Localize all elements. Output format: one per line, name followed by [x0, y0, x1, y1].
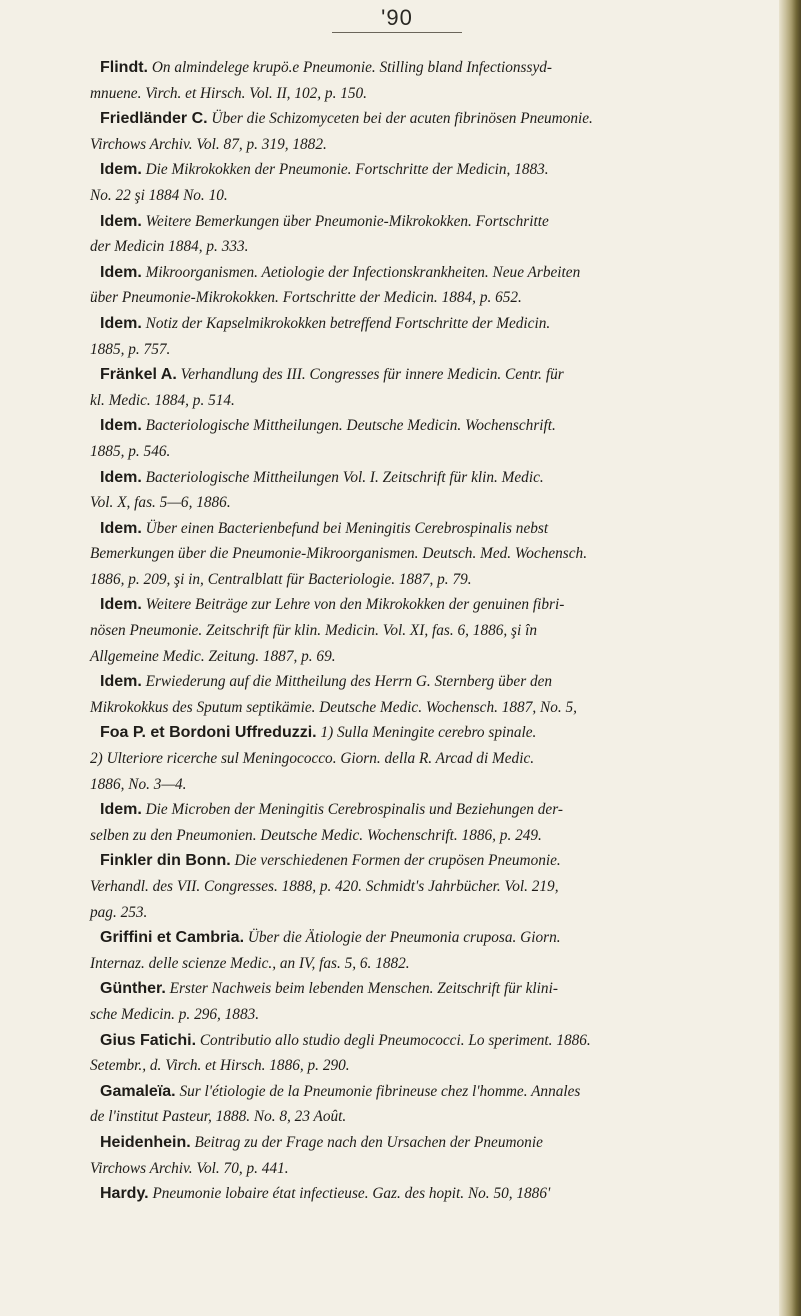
reference-entry — [90, 362, 780, 413]
reference-text: Sur l'étiologie de la Pneumonie fibrineuse chez l'homme. Annales — [179, 1082, 581, 1100]
reference-text: de l'institut Pasteur, 1888. No. 8, 23 Août. — [90, 1108, 347, 1126]
reference-line — [90, 81, 780, 107]
reference-text: Virchows Archiv. Vol. 70, p. 441. — [90, 1159, 289, 1177]
reference-line — [90, 1079, 780, 1105]
reference-text: On almindelege krupö.e Pneumonie. Stilling bland Infectionssyd- — [151, 59, 552, 76]
reference-line — [90, 234, 780, 260]
reference-text: Mikrokokkus des Sputum septikämie. Deutsche Medic. Wochensch. 1887, No. 5, — [90, 698, 577, 716]
reference-line — [90, 1002, 780, 1028]
reference-text: Die verschiedenen Formen der crupösen Pneumonie. — [234, 852, 561, 870]
reference-entry — [90, 157, 780, 208]
reference-author: Idem. — [100, 263, 142, 281]
reference-line — [90, 772, 780, 798]
reference-line — [90, 55, 780, 81]
reference-line — [90, 567, 780, 593]
reference-author: Idem. — [100, 519, 142, 537]
reference-line — [90, 823, 780, 849]
reference-entry — [90, 1130, 780, 1181]
reference-author: Idem. — [100, 596, 142, 614]
reference-line — [90, 746, 780, 772]
reference-text: Virchows Archiv. Vol. 87, p. 319, 1882. — [90, 135, 327, 153]
reference-line — [90, 618, 780, 644]
reference-entry — [90, 1181, 780, 1207]
reference-text: Bacteriologische Mittheilungen. Deutsche Medicin. Wochenschrift. — [145, 417, 556, 435]
reference-line — [90, 644, 780, 670]
reference-author: Gamaleïa. — [100, 1082, 176, 1100]
reference-entry — [90, 797, 780, 848]
reference-author: Foa P. et Bordoni Uffreduzzi. — [100, 724, 317, 742]
reference-line — [90, 183, 780, 209]
reference-line — [90, 925, 780, 951]
reference-line — [90, 669, 780, 695]
reference-text: Verhandlung des III. Congresses für innere Medicin. Centr. für — [180, 366, 564, 384]
reference-text: No. 22 şi 1884 No. 10. — [90, 186, 228, 204]
reference-text: 2) Ulteriore ricerche sul Meningococco. Giorn. della R. Arcad di Medic. — [90, 750, 535, 768]
reference-line — [90, 516, 780, 542]
reference-line — [90, 209, 780, 235]
reference-entry — [90, 55, 780, 106]
reference-line — [90, 848, 780, 874]
reference-author: Flindt. — [100, 59, 148, 76]
reference-text: pag. 253. — [90, 903, 148, 921]
reference-text: Pneumonie lobaire état infectieuse. Gaz. des hopit. No. 50, 1886' — [152, 1185, 551, 1203]
reference-text: selben zu den Pneumonien. Deutsche Medic. Wochenschrift. 1886, p. 249. — [90, 826, 542, 844]
reference-text: 1886, p. 209, şi in, Centralblatt für Bacteriologie. 1887, p. 79. — [90, 570, 472, 588]
reference-text: Bemerkungen über die Pneumonie-Mikroorganismen. Deutsch. Med. Wochensch. — [90, 545, 588, 563]
reference-line — [90, 1130, 780, 1156]
reference-line — [90, 413, 780, 439]
reference-line — [90, 132, 780, 158]
reference-text: Mikroorganismen. Aetiologie der Infectionskrankheiten. Neue Arbeiten — [145, 263, 581, 281]
reference-text: Über einen Bacterienbefund bei Meningitis Cerebrospinalis nebst — [145, 519, 549, 537]
reference-author: Günther. — [100, 980, 166, 998]
reference-author: Idem. — [100, 161, 142, 179]
page-number: '90 — [381, 5, 413, 30]
reference-text: Verhandl. des VII. Congresses. 1888, p. 420. Schmidt's Jahrbücher. Vol. 219, — [90, 878, 559, 895]
reference-entry — [90, 516, 780, 593]
reference-entry — [90, 260, 780, 311]
reference-text: sche Medicin. p. 296, 1883. — [90, 1005, 260, 1023]
reference-author: Fränkel A. — [100, 366, 177, 384]
reference-entry — [90, 976, 780, 1027]
reference-text: 1885, p. 546. — [90, 442, 171, 460]
reference-text: Erster Nachweis beim lebenden Menschen. Zeitschrift für klini- — [169, 980, 558, 998]
reference-entry — [90, 848, 780, 925]
reference-entry — [90, 465, 780, 516]
reference-text: Über die Schizomyceten bei der acuten fibrinösen Pneumonie. — [211, 110, 593, 128]
reference-line — [90, 720, 780, 746]
reference-line — [90, 797, 780, 823]
reference-line — [90, 260, 780, 286]
reference-text: 1) Sulla Meningite cerebro spinale. — [320, 724, 537, 742]
reference-line — [90, 541, 780, 567]
reference-line — [90, 592, 780, 618]
reference-text: 1885, p. 757. — [90, 340, 171, 358]
reference-line — [90, 976, 780, 1002]
reference-author: Idem. — [100, 468, 142, 486]
reference-line — [90, 465, 780, 491]
reference-author: Idem. — [100, 314, 142, 332]
reference-line — [90, 388, 780, 414]
reference-entry — [90, 592, 780, 669]
reference-text: Weitere Bemerkungen über Pneumonie-Mikrokokken. Fortschritte — [145, 212, 549, 230]
reference-text: Weitere Beiträge zur Lehre von den Mikrokokken der genuinen fibri- — [145, 596, 565, 614]
reference-entry — [90, 106, 780, 157]
reference-author: Heidenhein. — [100, 1133, 191, 1151]
reference-line — [90, 1104, 780, 1130]
reference-text: 1886, No. 3—4. — [90, 775, 187, 793]
reference-line — [90, 951, 780, 977]
reference-text: Internaz. delle scienze Medic., an IV, fas. 5, 6. 1882. — [90, 954, 410, 972]
reference-entry — [90, 669, 780, 720]
reference-text: Über die Ätiologie der Pneumonia cruposa. Giorn. — [247, 929, 561, 947]
reference-line — [90, 106, 780, 132]
reference-list — [90, 55, 780, 1207]
reference-entry — [90, 1028, 780, 1079]
page-edge-shadow — [779, 0, 801, 1316]
reference-text: Die Microben der Meningitis Cerebrospinalis und Beziehungen der- — [145, 801, 563, 819]
reference-line — [90, 490, 780, 516]
reference-author: Idem. — [100, 801, 142, 819]
reference-text: Die Mikrokokken der Pneumonie. Fortschritte der Medicin, 1883. — [145, 161, 549, 179]
reference-text: Notiz der Kapselmikrokokken betreffend Fortschritte der Medicin. — [145, 314, 551, 332]
reference-author: Gius Fatichi. — [100, 1031, 197, 1049]
reference-text: der Medicin 1884, p. 333. — [90, 238, 249, 256]
reference-entry — [90, 1079, 780, 1130]
reference-author: Finkler din Bonn. — [100, 852, 231, 870]
reference-line — [90, 695, 780, 721]
reference-text: kl. Medic. 1884, p. 514. — [90, 391, 235, 409]
reference-line — [90, 1028, 780, 1054]
reference-text: nösen Pneumonie. Zeitschrift für klin. Medicin. Vol. XI, fas. 6, 1886, şi în — [90, 622, 537, 640]
reference-text: Erwiederung auf die Mittheilung des Herrn G. Sternberg über den — [145, 673, 553, 691]
reference-line — [90, 285, 780, 311]
reference-line — [90, 1156, 780, 1182]
reference-author: Idem. — [100, 673, 142, 691]
reference-text: Setembr., d. Virch. et Hirsch. 1886, p. 290. — [90, 1057, 350, 1075]
reference-text: Contributio allo studio degli Pneumococci. Lo speriment. 1886. — [199, 1031, 591, 1049]
reference-text: Allgemeine Medic. Zeitung. 1887, p. 69. — [90, 647, 336, 665]
reference-line — [90, 362, 780, 388]
reference-line — [90, 900, 780, 926]
reference-line — [90, 311, 780, 337]
reference-author: Friedländer C. — [100, 110, 208, 128]
reference-text: über Pneumonie-Mikrokokken. Fortschritte der Medicin. 1884, p. 652. — [90, 289, 522, 307]
page-number-rule — [332, 32, 462, 33]
reference-line — [90, 157, 780, 183]
reference-text: Bacteriologische Mittheilungen Vol. I. Zeitschrift für klin. Medic. — [145, 468, 544, 486]
reference-line — [90, 337, 780, 363]
reference-entry — [90, 720, 780, 797]
reference-author: Hardy. — [100, 1185, 149, 1203]
reference-entry — [90, 413, 780, 464]
reference-line — [90, 439, 780, 465]
reference-line — [90, 1181, 780, 1207]
reference-line — [90, 874, 780, 900]
reference-entry — [90, 311, 780, 362]
reference-author: Idem. — [100, 212, 142, 230]
reference-text: Vol. X, fas. 5—6, 1886. — [90, 494, 231, 512]
reference-text: mnuene. Virch. et Hirsch. Vol. II, 102, p. 150. — [90, 84, 367, 102]
reference-text: Beitrag zu der Frage nach den Ursachen der Pneumonie — [194, 1133, 543, 1151]
reference-entry — [90, 209, 780, 260]
reference-line — [90, 1053, 780, 1079]
reference-entry — [90, 925, 780, 976]
reference-author: Idem. — [100, 417, 142, 435]
reference-author: Griffini et Cambria. — [100, 929, 245, 947]
